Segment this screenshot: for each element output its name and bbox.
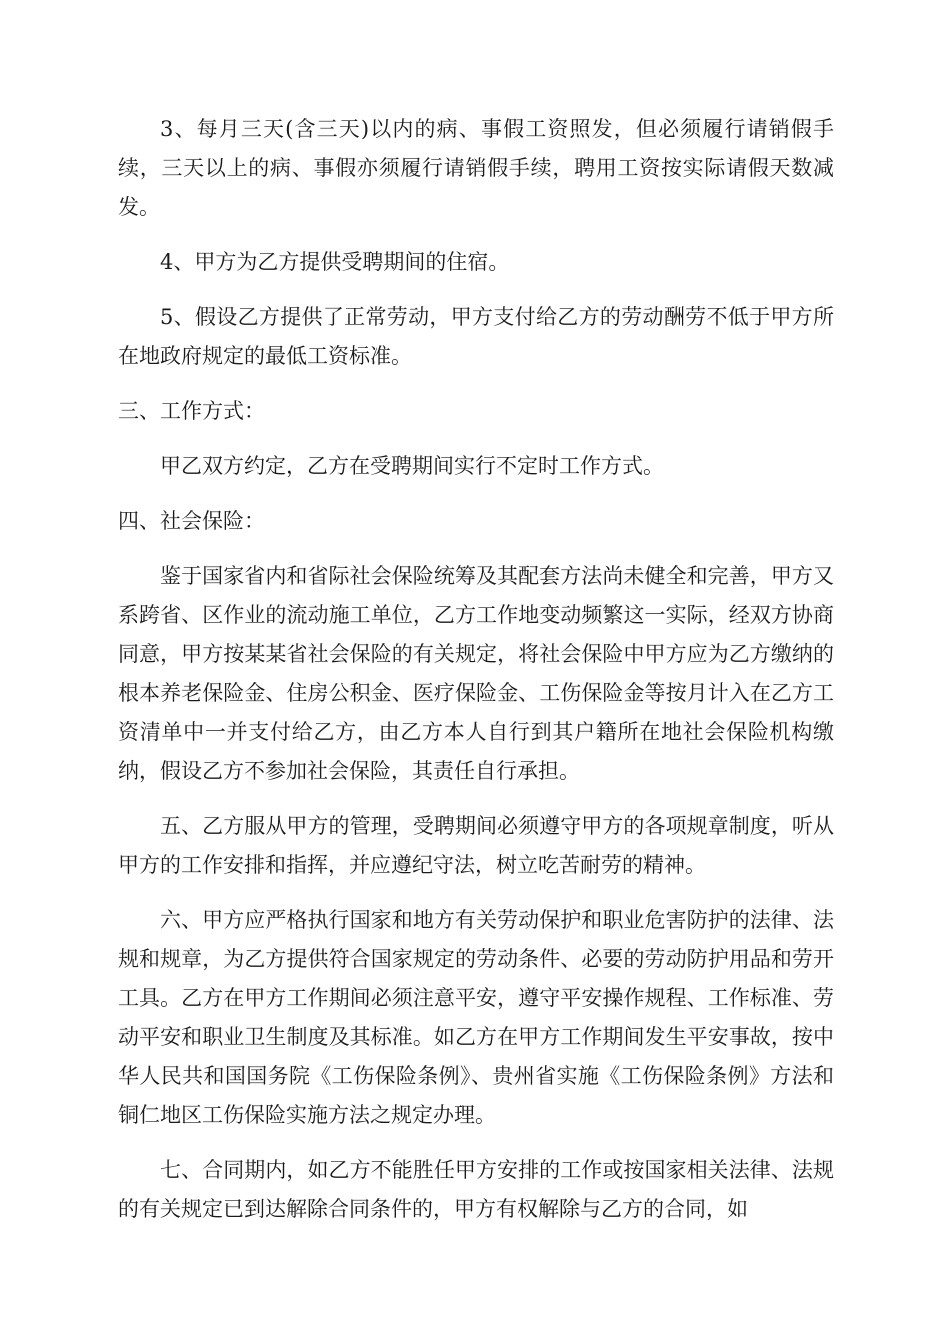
section-heading-social-insurance: 四、社会保险： [118, 509, 265, 533]
paragraph-management: 五、乙方服从甲方的管理，受聘期间必须遵守甲方的各项规章制度，听从甲方的工作安排和指挥，并应遵纪守法，树立吃苦耐劳的精神。 [118, 814, 834, 877]
document-body [118, 110, 834, 1245]
paragraph-labor-protection: 六、甲方应严格执行国家和地方有关劳动保护和职业危害防护的法律、法规和规章，为乙方提供符合国家规定的劳动条件、必要的劳动防护用品和劳开工具。乙方在甲方工作期间必须注意平安，遵守平安操作规程、工作标准、劳动平安和职业卫生制度及其标准。如乙方在甲方工作期间发生平安事故，按中华人民共和国国务院《工伤保险条例》、贵州省实施《工伤保险条例》方法和铜仁地区工伤保险实施方法之规定办理。 [118, 908, 834, 1127]
paragraph-contract-termination: 七、合同期内，如乙方不能胜任甲方安排的工作或按国家相关法律、法规的有关规定已到达解除合同条件的，甲方有权解除与乙方的合同，如 [118, 1158, 834, 1221]
paragraph-work-mode: 甲乙双方约定，乙方在受聘期间实行不定时工作方式。 [160, 454, 664, 478]
section-heading-work-mode: 三、工作方式： [118, 399, 265, 423]
paragraph-accommodation: 4、甲方为乙方提供受聘期间的住宿。 [160, 250, 510, 274]
paragraph-minimum-wage: 5、假设乙方提供了正常劳动，甲方支付给乙方的劳动酬劳不低于甲方所在地政府规定的最低工资标准。 [118, 305, 834, 368]
paragraph-sick-leave-wages: 3、每月三天(含三天)以内的病、事假工资照发，但必须履行请销假手续，三天以上的病、事假亦须履行请销假手续，聘用工资按实际请假天数减发。 [118, 117, 834, 219]
paragraph-social-insurance: 鉴于国家省内和省际社会保险统筹及其配套方法尚未健全和完善，甲方又系跨省、区作业的流动施工单位，乙方工作地变动频繁这一实际，经双方协商同意，甲方按某某省社会保险的有关规定，将社会保险中甲方应为乙方缴纳的根本养老保险金、住房公积金、医疗保险金、工伤保险金等按月计入在乙方工资清单中一并支付给乙方，由乙方本人自行到其户籍所在地社会保险机构缴纳，假设乙方不参加社会保险，其责任自行承担。 [118, 564, 834, 783]
